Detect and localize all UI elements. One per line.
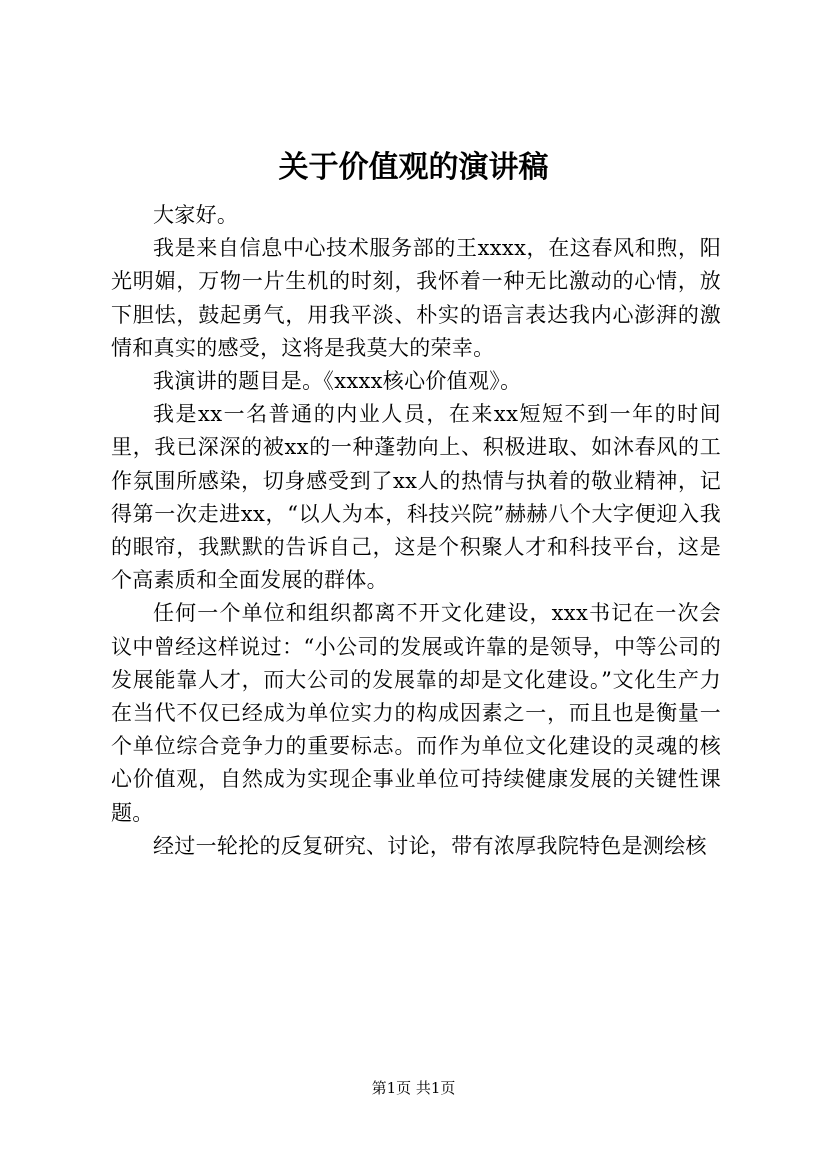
- page-number-footer: 第1页 共1页: [371, 1079, 456, 1097]
- paragraph-introduction: 我是来自信息中心技术服务部的王xxxx，在这春风和煦，阳光明媚，万物一片生机的时刻，我怀着一种无比激动的心情，放下胆怯，鼓起勇气，用我平淡、朴实的语言表达我内心澎湃的激情和真实的感受，这将是我莫大的荣幸。: [111, 236, 721, 360]
- paragraph-culture: 任何一个单位和组织都离不开文化建设，xxx书记在一次会议中曾经这样说过：“小公司的发展或许靠的是领导，中等公司的发展能靠人才，而大公司的发展靠的却是文化建设。”文化生产力在当代不仅已经成为单位实力的构成因素之一，而且也是衡量一个单位综合竞争力的重要标志。而作为单位文化建设的灵魂的核心价值观，自然成为实现企事业单位可持续健康发展的关键性课题。: [111, 601, 721, 825]
- document-body: [111, 199, 721, 863]
- paragraph-greeting: 大家好。: [153, 203, 239, 227]
- paragraph-topic: 我演讲的题目是。《xxxx核心价值观》。: [153, 369, 522, 394]
- paragraph-research: 经过一轮抡的反复研究、讨论，带有浓厚我院特色是测绘核: [153, 833, 707, 858]
- document-title: 关于价值观的演讲稿: [278, 150, 549, 185]
- paragraph-experience: 我是xx一名普通的内业人员，在来xx短短不到一年的时间里，我已深深的被xx的一种蓬勃向上、积极进取、如沐春风的工作氛围所感染，切身感受到了xx人的热情与执着的敬业精神，记得第一次走进xx，“以人为本，科技兴院”赫赫八个大字便迎入我的眼帘，我默默的告诉自己，这是个积聚人才和科技平台，这是个高素质和全面发展的群体。: [111, 402, 721, 593]
